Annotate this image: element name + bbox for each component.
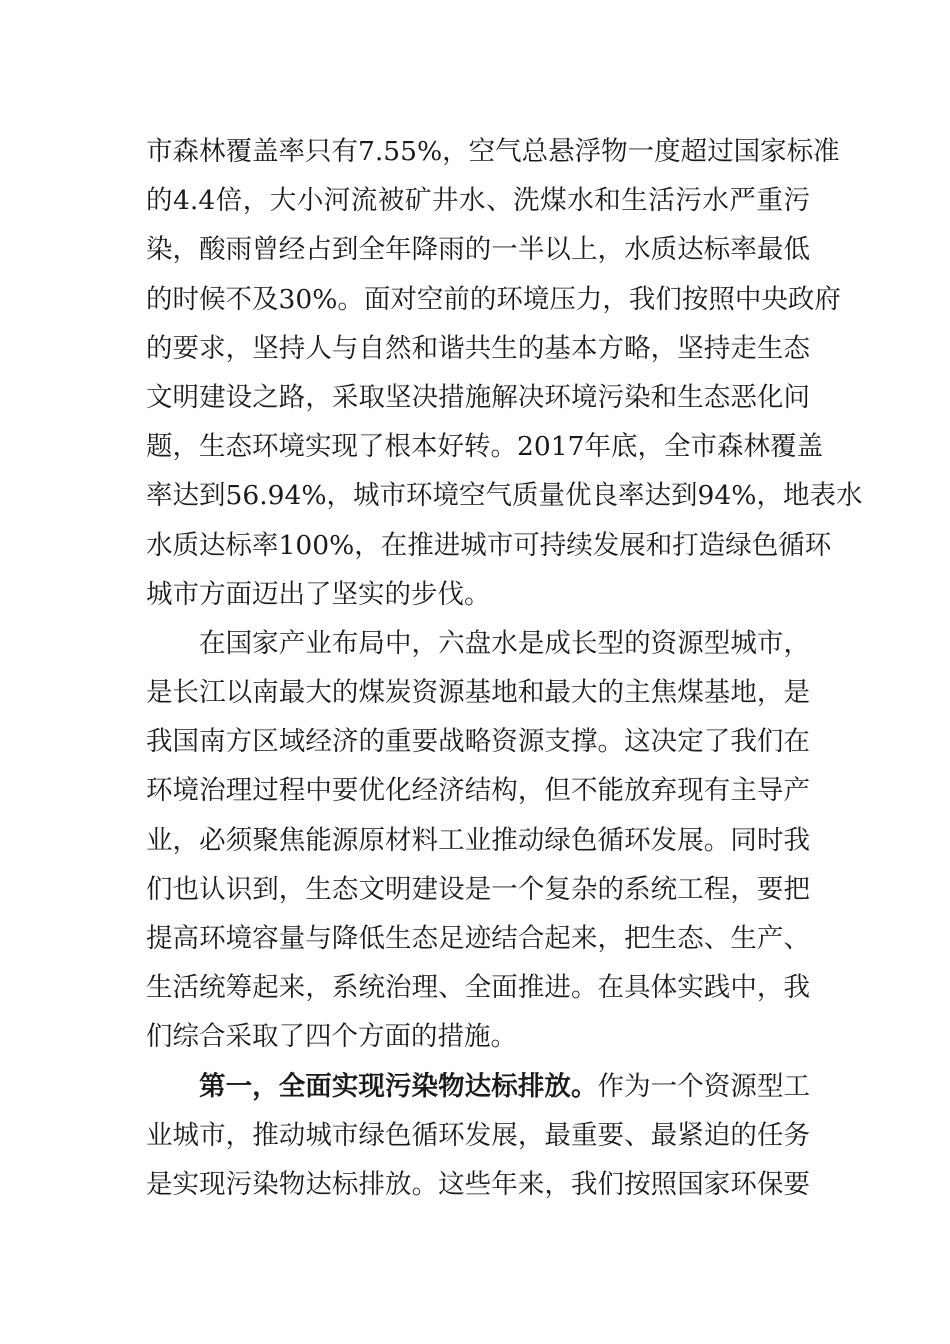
paragraph-2 bbox=[146, 619, 810, 1062]
paragraph-3 bbox=[146, 1062, 810, 1210]
paragraph-line: 的4.4倍，大小河流被矿井水、洗煤水和生活污水严重污 bbox=[146, 185, 810, 217]
paragraph-line: 的时候不及30%。面对空前的环境压力，我们按照中央政府 bbox=[146, 283, 841, 315]
paragraph-line: 文明建设之路，采取坚决措施解决环境污染和生态恶化问 bbox=[146, 381, 810, 413]
paragraph-line: 生活统筹起来，系统治理、全面推进。在具体实践中，我 bbox=[146, 972, 810, 1004]
bold-heading: 第一，全面实现污染物达标排放。 bbox=[199, 1070, 598, 1102]
paragraph-line: 城市方面迈出了坚实的步伐。 bbox=[146, 578, 491, 610]
paragraph-1 bbox=[146, 127, 863, 619]
paragraph-line: 染，酸雨曾经占到全年降雨的一半以上，水质达标率最低 bbox=[146, 234, 810, 266]
paragraph-first-line bbox=[146, 1062, 810, 1111]
paragraph-line: 提高环境容量与降低生态足迹结合起来，把生态、生产、 bbox=[146, 923, 810, 954]
paragraph-line: 们也认识到，生态文明建设是一个复杂的系统工程，要把 bbox=[146, 873, 810, 905]
paragraph-line: 环境治理过程中要优化经济结构，但不能放弃现有主导产 bbox=[146, 775, 810, 807]
paragraph-line: 水质达标率100%，在推进城市可持续发展和打造绿色循环 bbox=[146, 529, 832, 561]
paragraph-line: 率达到56.94%，城市环境空气质量优良率达到94%，地表水 bbox=[146, 480, 863, 512]
document-body bbox=[146, 127, 863, 1209]
paragraph-line: 我国南方区域经济的重要战略资源支撑。这决定了我们在 bbox=[146, 726, 810, 758]
paragraph-line: 是长江以南最大的煤炭资源基地和最大的主焦煤基地，是 bbox=[146, 677, 810, 709]
paragraph-line: 题，生态环境实现了根本好转。2017年底，全市森林覆盖 bbox=[146, 431, 823, 463]
paragraph-line: 们综合采取了四个方面的措施。 bbox=[146, 1021, 517, 1053]
paragraph-line: 在国家产业布局中，六盘水是成长型的资源型城市， bbox=[199, 627, 810, 659]
paragraph-text: 作为一个资源型工 bbox=[597, 1070, 811, 1102]
paragraph-line: 业城市，推动城市绿色循环发展，最重要、最紧迫的任务 bbox=[146, 1119, 810, 1151]
paragraph-line: 是实现污染物达标排放。这些年来，我们按照国家环保要 bbox=[146, 1168, 810, 1200]
paragraph-line: 市森林覆盖率只有7.55%，空气总悬浮物一度超过国家标准 bbox=[146, 136, 840, 167]
paragraph-line: 业，必须聚焦能源原材料工业推动绿色循环发展。同时我 bbox=[146, 824, 810, 856]
paragraph-line: 的要求，坚持人与自然和谐共生的基本方略，坚持走生态 bbox=[146, 332, 810, 364]
